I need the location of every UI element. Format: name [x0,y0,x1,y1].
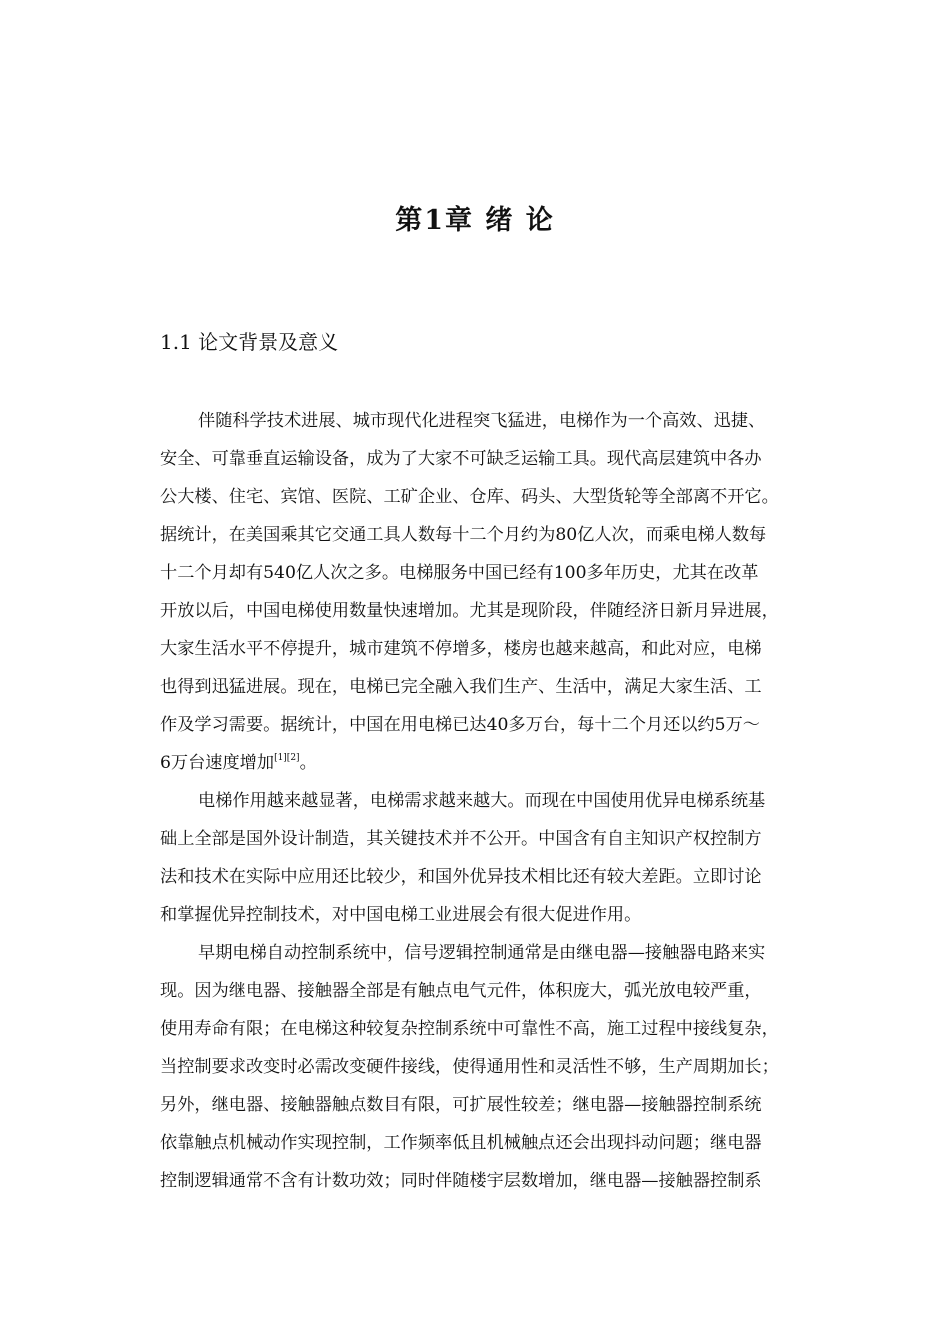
paragraph-line-text: 6万台速度增加 [160,753,275,773]
paragraph-line: 现。因为继电器、接触器全部是有触点电气元件，体积庞大，弧光放电较严重， [160,981,762,1001]
citation-reference: [1][2] [274,753,300,763]
paragraph-line: 依靠触点机械动作实现控制，工作频率低且机械触点还会出现抖动问题；继电器 [160,1133,762,1153]
paragraph-line-with-citation [160,744,850,782]
paragraph-line: 法和技术在实际中应用还比较少，和国外优异技术相比还有较大差距。立即讨论 [160,867,762,887]
paragraph-line: 电梯作用越来越显著，电梯需求越来越大。而现在中国使用优异电梯系统基 [198,791,766,811]
paragraph-line: 和掌握优异控制技术，对中国电梯工业进展会有很大促进作用。 [160,905,642,925]
paragraph-line: 当控制要求改变时必需改变硬件接线，使得通用性和灵活性不够，生产周期加长； [160,1057,779,1077]
paragraph-line: 公大楼、住宅、宾馆、医院、工矿企业、仓库、码头、大型货轮等全部离不开它。 [160,487,779,507]
paragraph-line: 作及学习需要。据统计，中国在用电梯已达40多万台，每十二个月还以约5万～ [160,715,760,735]
paragraph-line: 早期电梯自动控制系统中，信号逻辑控制通常是由继电器—接触器电路来实 [198,943,766,963]
section-title: 1.1 论文背景及意义 [160,330,339,354]
paragraph-line: 也得到迅猛进展。现在，电梯已完全融入我们生产、生活中，满足大家生活、工 [160,677,762,697]
paragraph-line: 大家生活水平不停提升，城市建筑不停增多，楼房也越来越高，和此对应，电梯 [160,639,762,659]
paragraph-line: 础上全部是国外设计制造，其关键技术并不公开。中国含有自主知识产权控制方 [160,829,762,849]
paragraph-line: 十二个月却有540亿人次之多。电梯服务中国已经有100多年历史，尤其在改革 [160,563,759,583]
paragraph-line-end: 。 [299,753,317,773]
paragraph-line: 开放以后，中国电梯使用数量快速增加。尤其是现阶段，伴随经济日新月异进展， [160,601,779,621]
paragraph-line: 安全、可靠垂直运输设备，成为了大家不可缺乏运输工具。现代高层建筑中各办 [160,449,762,469]
paragraph-line: 另外，继电器、接触器触点数目有限，可扩展性较差；继电器—接触器控制系统 [160,1095,762,1115]
paragraph-line: 伴随科学技术进展、城市现代化进程突飞猛进，电梯作为一个高效、迅捷、 [198,411,766,431]
paragraph-line: 控制逻辑通常不含有计数功效；同时伴随楼宇层数增加，继电器—接触器控制系 [160,1171,762,1191]
chapter-title: 第1章 绪 论 [395,205,555,236]
paragraph-line: 据统计，在美国乘其它交通工具人数每十二个月约为80亿人次，而乘电梯人数每 [160,525,767,545]
paragraph-line: 使用寿命有限；在电梯这种较复杂控制系统中可靠性不高，施工过程中接线复杂， [160,1019,779,1039]
body-text [160,402,850,1200]
